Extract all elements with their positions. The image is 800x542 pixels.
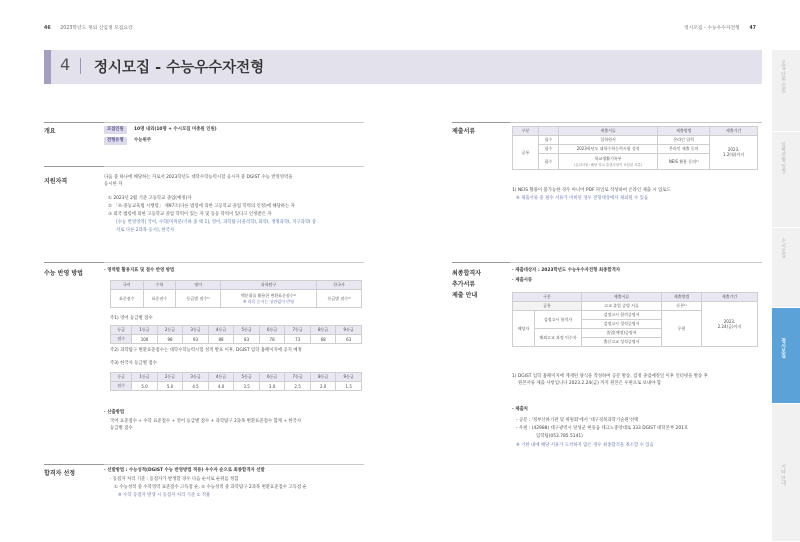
page-title: 정시모집 - 수능우수자전형: [94, 60, 265, 76]
reflection-label: 수능 반영 방법: [44, 270, 83, 277]
grade-header-cell: 등급: [111, 326, 132, 335]
score-cell: 3.0: [259, 382, 285, 391]
final-note-1: 1) DGIST 입학 홈페이지에 게재된 양식을 작성하여 공문 발송, 검정 졸업예정일 이후 인터넷을 발송 후: [512, 374, 708, 379]
side-tab-early[interactable]: 수시모집: [772, 228, 800, 308]
grade-header-cell: 9등급: [336, 373, 362, 382]
divider: [104, 262, 364, 263]
score-cell: 100: [132, 335, 158, 344]
score-cell: 98: [157, 335, 183, 344]
grade-header-cell: 1등급: [132, 373, 158, 382]
side-tab-regular[interactable]: 정시모집: [772, 308, 800, 404]
grade-header-cell: 4등급: [208, 326, 234, 335]
grade-header-cell: 3등급: [183, 373, 209, 382]
score-cell-label: 점수: [111, 335, 132, 344]
side-tabs: [772, 50, 800, 542]
badge-type: 전형유형: [104, 137, 127, 145]
type-text: 수능위주: [134, 138, 151, 143]
place-note: ※ 기한 내에 해당 서류가 도착하지 않은 경우 최종합격을 취소할 수 있음: [516, 443, 654, 448]
eligibility-item-3: ③ 외국 법령에 의한 고등학교 졸업 학력이 있는 자 및 동등 학력이 있다고 인정받은 자: [108, 212, 272, 217]
divider: [44, 262, 104, 263]
science-note: 주2) 과학탐구 변환표준점수는 대학수학능력시험 성적 발표 이후, DGIST 입학 홈페이지에 공지 예정: [110, 348, 302, 353]
quota-text: 10명 내외(10명 + 수시모집 미충원 인원): [134, 127, 217, 132]
history-score-table: [110, 372, 362, 391]
grade-header-cell: 9등급: [336, 326, 362, 335]
score-cell: 4.5: [183, 382, 209, 391]
eng-caption: 주1) 영어 등급별 점수: [110, 316, 153, 321]
side-tab-etc[interactable]: 기타 안내: [772, 404, 800, 542]
grade-header-cell: 2등급: [157, 326, 183, 335]
grade-header-cell: 7등급: [285, 326, 311, 335]
section-number: 4: [60, 55, 71, 74]
side-tab-schedule[interactable]: 입학전형 일정: [772, 132, 800, 228]
divider: [510, 122, 762, 123]
divider: [104, 166, 364, 167]
side-tab-units[interactable]: 모집 단위·인원: [772, 50, 800, 132]
place-1: - 공문 : '정부산하기관 및 위원회'에서 '대구경북과학기술원'선택: [516, 418, 639, 423]
place-2: - 우편 : (42988) 대구광역시 달성군 현풍읍 테크노중앙대로 333 DGIST 대학본부 201호: [516, 426, 689, 431]
badge-quota: 모집인원: [104, 126, 127, 134]
eligibility-intro-2: 응시한 자: [104, 182, 123, 187]
score-cell-label: 점수: [111, 382, 132, 391]
score-cell: 2.0: [310, 382, 336, 391]
header-left-text: 2023학년도 재외 신입생 모집요강: [60, 26, 133, 31]
place-3: 입학팀(053.785.5141): [536, 434, 583, 439]
final-label-1: 최종합격자: [452, 270, 481, 277]
score-cell: 2.5: [285, 382, 311, 391]
grade-header-cell: 6등급: [259, 373, 285, 382]
final-documents-table: 구분 제출서류 제출방법 제출기간 공통 고교 졸업 증빙 서류 등본¹⁾ 2023. 2.24(금)까지 해당자 검정고시 합격자 검정고시 합격증명서 우편 검정고시 성적증명서 해외고교 과정 이수자 졸업(예정)증명서 출신고교 성적증명서: [512, 292, 758, 347]
documents-note-1: 1) NEIS 활용이 불가능한 경우 아니어 PDF 파일로 작성하여 온라인 제출 시 업로드: [512, 188, 671, 193]
score-cell: 68: [310, 335, 336, 344]
subject-note-1: [수능 반영영역] 국어, 수학[미적분/기하 중 택 1], 영어, 과학탐구[물리학Ⅰ, 화학Ⅰ, 생명과학Ⅰ, 지구과학Ⅰ 중: [116, 220, 317, 225]
documents-note-2: ※ 제출서류 중 필수 서류가 미비된 경우 전형대상에서 제외될 수 있음: [516, 196, 649, 201]
divider: [452, 262, 510, 263]
grade-header-cell: 8등급: [310, 373, 336, 382]
overview-label: 개요: [44, 128, 56, 135]
score-cell: 78: [259, 335, 285, 344]
selection-item-1: · 선발방법 : 수능성적(DGIST 수능 반영방법 적용) 우수자 순으로 최종합격자 선발: [104, 468, 265, 473]
selection-note: ※ 수학 동점자 발생 시 동점자 처리 기준 ② 적용: [118, 493, 211, 498]
final-docs-heading: · 제출서류: [512, 278, 533, 283]
grade-header-cell: 5등급: [234, 326, 260, 335]
title-accent: [44, 50, 51, 84]
hist-caption: 주3) 한국사 등급별 점수: [110, 361, 157, 366]
subjects-table: 국어 수학 영어 과학탐구 한국사 표준점수 표준점수 등급별 점수¹⁾ 백분위를 활용한 변환표준점수²⁾ ※ 과목 순서는 상관없이 반영 등급별 점수³⁾: [110, 280, 362, 308]
grade-header-cell: 8등급: [310, 326, 336, 335]
subject-note-2: 서로 다른 2과목 응시], 한국사: [116, 228, 175, 233]
grade-header-cell: 7등급: [285, 373, 311, 382]
grade-header-cell: 등급: [111, 373, 132, 382]
score-cell: 3.5: [234, 382, 260, 391]
title-divider: [80, 58, 81, 74]
selection-label: 합격자 선정: [44, 470, 76, 477]
divider: [452, 122, 510, 123]
score-cell: 5.0: [132, 382, 158, 391]
score-cell: 1.5: [336, 382, 362, 391]
header-right-text: 정시모집 - 수능우수자전형: [684, 26, 740, 31]
divider: [104, 464, 364, 465]
score-cell: 73: [285, 335, 311, 344]
divider: [44, 464, 104, 465]
grade-header-cell: 3등급: [183, 326, 209, 335]
score-cell: 88: [208, 335, 234, 344]
header-right: [684, 24, 756, 31]
divider: [510, 262, 762, 263]
score-cell: 5.0: [157, 382, 183, 391]
grade-header-cell: 6등급: [259, 326, 285, 335]
page-number-right: 47: [749, 26, 756, 31]
header-left: [44, 24, 133, 31]
eligibility-item-1: ① 2023년 2월 기준 고등학교 졸업(예정)자: [108, 196, 192, 201]
selection-item-3: ① 수능성적 중 수학영역 표준점수 고득점 순, ② 수능성적 중 과학탐구 2과목 변환표준점수 고득점 순: [114, 485, 307, 490]
eligibility-intro-1: 다음 중 하나에 해당하는 자로서 2023학년도 대학수학능력시험 응시자 중 DGIST 수능 반영영역을: [104, 175, 293, 180]
eligibility-item-2: ② 「초·중등교육법 시행령」 제97조(다른 법령에 의한 고등학교 졸업 학력의 인정)에 해당하는 자: [108, 204, 295, 209]
final-label-2: 추가서류: [452, 281, 476, 288]
calc-text-1: 국어 표준점수 + 수학 표준점수 + 영어 등급별 점수 + 과학탐구 2과목 변환표준점수 합계 + 한국사: [110, 419, 302, 424]
calc-text-2: 등급별 점수: [110, 426, 133, 431]
divider: [44, 122, 104, 123]
grade-header-cell: 5등급: [234, 373, 260, 382]
final-label-3: 제출 안내: [452, 292, 478, 299]
score-cell: 4.0: [208, 382, 234, 391]
selection-item-2: · 동점자 처리 기준 : 동점자가 발생할 경우 다음 순서로 순위를 정함: [110, 477, 239, 482]
divider: [104, 122, 364, 123]
reflection-heading: · 영역별 활용지표 및 점수 반영 방법: [104, 268, 175, 273]
grade-header-cell: 4등급: [208, 373, 234, 382]
page-number-left: 46: [44, 26, 51, 31]
score-cell: 93: [183, 335, 209, 344]
place-heading: · 제출처: [512, 407, 528, 412]
score-cell: 83: [234, 335, 260, 344]
english-score-table: [110, 325, 362, 344]
calc-heading: · 산출방법: [104, 410, 125, 415]
final-target: · 제출대상자 : 2023학년도 수능우수자전형 최종합격자: [512, 268, 621, 273]
documents-table: 구분 제출서류 제출방법 제출기간 공통 필수 입학원서 온라인 입력 2023. 1.2(월)까지 필수 2023학년도 대학수학능력시험 성적 온라인 제출 동의 필수 학교생활기록부 (유의사항: 해당 학교 출결사항이 포함된 서류) NEIS 활용 동의¹⁾: [512, 126, 758, 170]
score-cell: 63: [336, 335, 362, 344]
documents-label: 제출서류: [452, 128, 476, 135]
grade-header-cell: 2등급: [157, 373, 183, 382]
divider: [44, 166, 104, 167]
eligibility-label: 지원자격: [44, 178, 68, 185]
final-note-1b: 원본서류 제출 사항입니다 2023.2.24(금) 까지 원본은 우편으로 보내야 함: [518, 381, 661, 386]
grade-header-cell: 1등급: [132, 326, 158, 335]
